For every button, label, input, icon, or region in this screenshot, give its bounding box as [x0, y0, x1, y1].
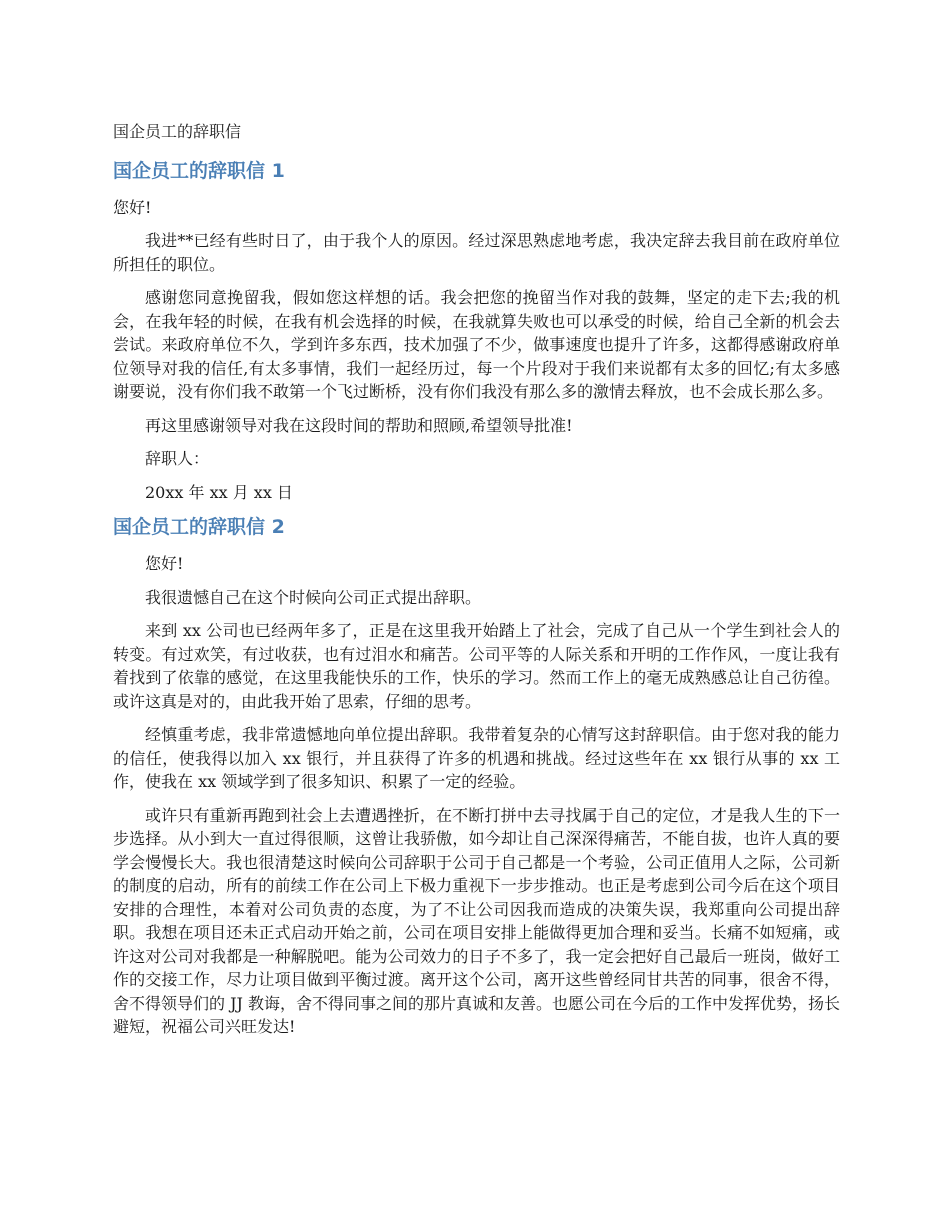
letter-1-date: 20xx 年 xx 月 xx 日 [145, 482, 293, 502]
letter-1-paragraph-3: 再这里感谢领导对我在这段时间的帮助和照顾,希望领导批准! [145, 415, 573, 435]
letter-2-paragraph-3: 经慎重考虑，我非常遗憾地向单位提出辞职。我带着复杂的心情写这封辞职信。由于您对我的能力的信任，使我得以加入 xx 银行，并且获得了许多的机遇和挑战。经过这些年在 xx 银行从事的 xx 工作，使我在 xx 领域学到了很多知识、积累了一定的经验。 [113, 725, 840, 791]
letter-2-paragraph-2: 来到 xx 公司也已经两年多了，正是在这里我开始踏上了社会，完成了自己从一个学生到社会人的转变。有过欢笑，有过收获，也有过泪水和痛苦。公司平等的人际关系和开明的工作作风，一度让我有着找到了依靠的感觉，在这里我能快乐的工作，快乐的学习。然而工作上的毫无成熟感总让自己彷徨。或许这真是对的，由此我开始了思索，仔细的思考。 [113, 621, 840, 711]
section-heading-1: 国企员工的辞职信 1 [113, 159, 285, 182]
letter-2-paragraph-1: 我很遗憾自己在这个时候向公司正式提出辞职。 [145, 587, 482, 607]
letter-2-paragraph-4: 或许只有重新再跑到社会上去遭遇挫折，在不断打拼中去寻找属于自己的定位，才是我人生的下一步选择。从小到大一直过得很顺，这曾让我骄傲，如今却让自己深深得痛苦，不能自拔，也许人真的要学会慢慢长大。我也很清楚这时候向公司辞职于公司于自己都是一个考验，公司正值用人之际，公司新的制度的启动，所有的前续工作在公司上下极力重视下一步步推动。也正是考虑到公司今后在这个项目安排的合理性，本着对公司负责的态度，为了不让公司因我而造成的决策失误，我郑重向公司提出辞职。我想在项目还未正式启动开始之前，公司在项目安排上能做得更加合理和妥当。长痛不如短痛，或许这对公司对我都是一种解脱吧。能为公司效力的日子不多了，我一定会把好自己最后一班岗，做好工作的交接工作，尽力让项目做到平衡过渡。离开这个公司，离开这些曾经同甘共苦的同事，很舍不得，舍不得领导们的 JJ 教诲，舍不得同事之间的那片真诚和友善。也愿公司在今后的工作中发挥优势，扬长避短，祝福公司兴旺发达! [113, 805, 841, 1036]
document-title: 国企员工的辞职信 [113, 122, 242, 141]
section-heading-2: 国企员工的辞职信 2 [113, 516, 285, 538]
letter-section-1 [113, 158, 840, 505]
letter-1-signer-label: 辞职人： [145, 449, 210, 468]
letter-1-greeting: 您好! [113, 197, 152, 217]
letter-section-2 [113, 514, 840, 1039]
letter-2-greeting: 您好! [145, 554, 184, 573]
letter-1-paragraph-1: 我进**已经有些时日了，由于我个人的原因。经过深思熟虑地考虑，我决定辞去我目前在政府单位所担任的职位。 [113, 231, 840, 274]
document-page [113, 120, 840, 1049]
letter-1-paragraph-2: 感谢您同意挽留我，假如您这样想的话。我会把您的挽留当作对我的鼓舞，坚定的走下去;我的机会，在我年轻的时候，在我有机会选择的时候，在我就算失败也可以承受的时候，给自己全新的机会去尝试。来政府单位不久，学到许多东西，技术加强了不少，做事速度也提升了许多，这都得感谢政府单位领导对我的信任,有太多事情，我们一起经历过，每一个片段对于我们来说都有太多的回忆;有太多感谢要说，没有你们我不敢第一个飞过断桥，没有你们我没有那么多的激情去释放，也不会成长那么多。 [113, 288, 840, 401]
